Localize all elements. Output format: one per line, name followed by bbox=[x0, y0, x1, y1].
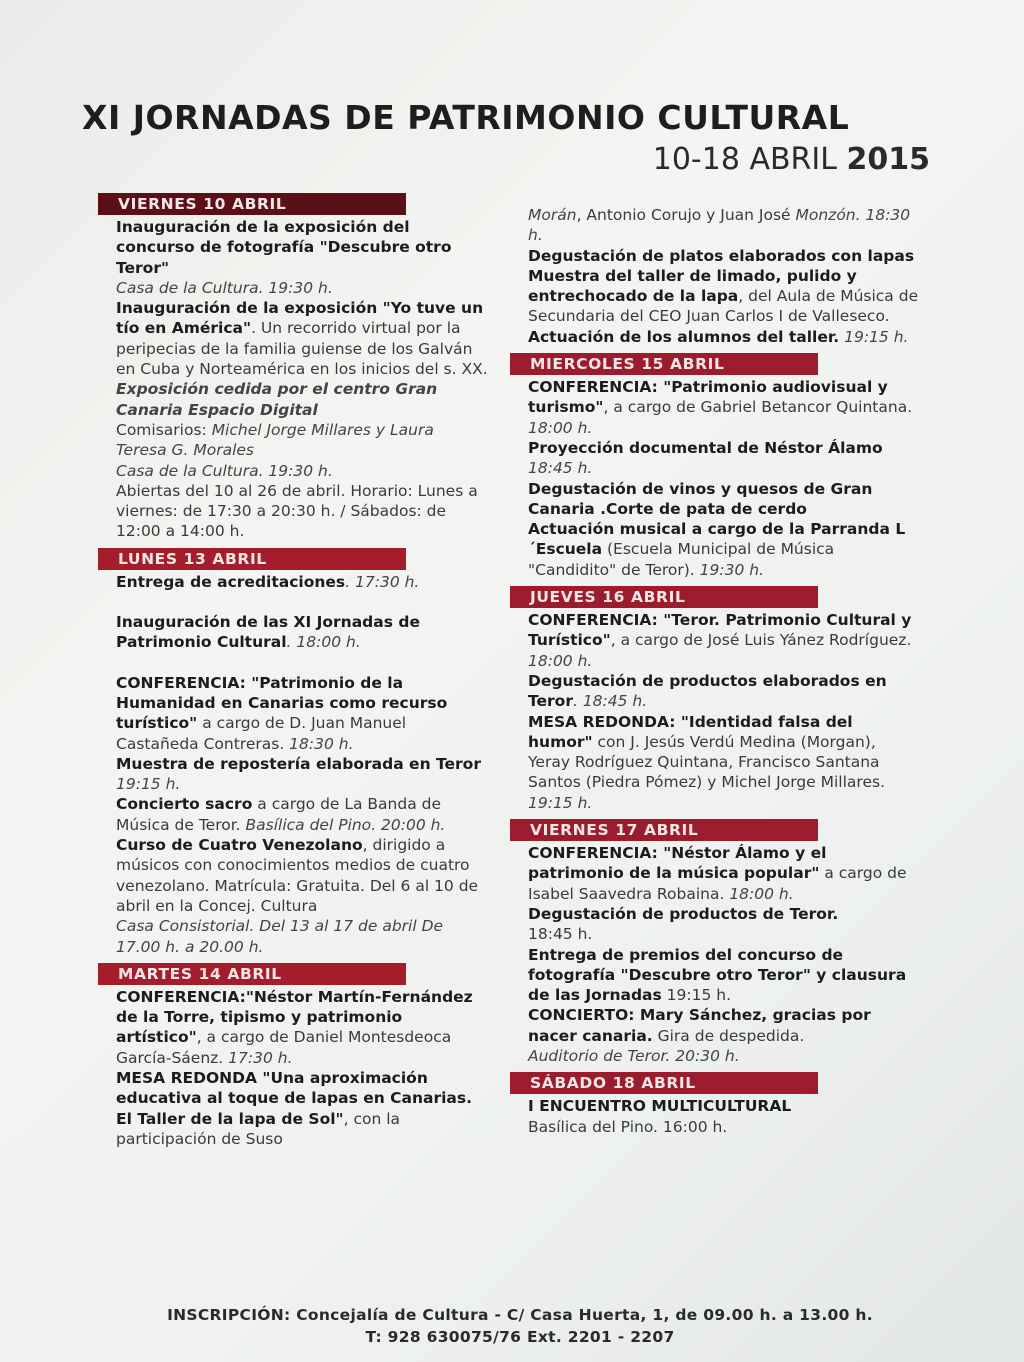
event-item bbox=[528, 377, 920, 438]
event-time: 19:15 h. bbox=[116, 775, 181, 794]
event-desc: (Escuela Municipal de Música "Candidito" de Teror). bbox=[528, 540, 835, 579]
event-item bbox=[528, 843, 920, 904]
event-title: Degustación de platos elaborados con lapas bbox=[528, 246, 915, 265]
event-time: . 17:30 h. bbox=[345, 572, 420, 591]
event-item bbox=[528, 945, 920, 1006]
event-item bbox=[116, 987, 488, 1068]
event-item bbox=[528, 1005, 920, 1066]
event-place: Casa de la Cultura. 19:30 h. bbox=[116, 278, 333, 297]
event-item bbox=[528, 519, 920, 580]
day-header-viernes-17: VIERNES 17 ABRIL bbox=[510, 819, 818, 841]
event-dates bbox=[600, 142, 930, 177]
event-title: Entrega de acreditaciones bbox=[116, 572, 346, 591]
participant: Morán bbox=[528, 206, 577, 224]
curators-label: Comisarios: bbox=[116, 420, 207, 439]
event-title: Muestra del taller de limado, pulido y entrechocado de la lapa bbox=[528, 266, 857, 306]
event-desc: a cargo de D. Juan Manuel Castañeda Contreras. bbox=[116, 714, 407, 753]
right-column bbox=[528, 205, 920, 1137]
event-desc: Gira de despedida. bbox=[652, 1026, 805, 1045]
event-place: Auditorio de Teror. 20:30 h. bbox=[528, 1046, 740, 1065]
event-item bbox=[528, 1096, 920, 1137]
event-title: CONFERENCIA: "Patrimonio audiovisual y turismo" bbox=[528, 378, 888, 417]
event-place: Casa Consistorial. Del 13 al 17 de abril De 17.00 h. a 20.00 h. bbox=[116, 917, 444, 956]
event-place: Casa de la Cultura. 19:30 h. bbox=[116, 461, 333, 480]
event-title: CONFERENCIA:"Néstor Martín-Fernández de la Torre, tipismo y patrimonio artístico" bbox=[116, 987, 473, 1047]
day-header-lunes-13: LUNES 13 ABRIL bbox=[98, 548, 406, 570]
event-time: 18:00 h. bbox=[528, 651, 593, 670]
event-item bbox=[528, 671, 920, 712]
event-credit: Exposición cedida por el centro Gran Canaria Espacio Digital bbox=[116, 380, 438, 419]
day-header-miercoles-15: MIERCOLES 15 ABRIL bbox=[510, 353, 818, 375]
day-header-martes-14: MARTES 14 ABRIL bbox=[98, 963, 406, 985]
event-time: 18:00 h. bbox=[528, 418, 593, 437]
page-title: XI JORNADAS DE PATRIMONIO CULTURAL bbox=[82, 98, 850, 137]
event-desc: con J. Jesús Verdú Medina (Morgan), Yeray Rodríguez Quintana, Francisco Santana Santos (Piedra Pómez) y Michel Jorge Millares. bbox=[528, 732, 885, 792]
event-item bbox=[528, 438, 920, 479]
event-item bbox=[116, 217, 488, 298]
curators: Michel Jorge Millares y Laura Teresa G. Morales bbox=[116, 420, 434, 460]
event-place: Basílica del Pino. 20:00 h. bbox=[240, 815, 446, 834]
event-item bbox=[116, 673, 488, 754]
event-title: Inauguración de la exposición "Yo tuve un tío en América" bbox=[116, 299, 484, 338]
day-header-viernes-10: VIERNES 10 ABRIL bbox=[98, 193, 406, 215]
event-title: Curso de Cuatro Venezolano bbox=[116, 836, 363, 855]
event-item bbox=[528, 904, 920, 945]
event-title: CONFERENCIA: "Patrimonio de la Humanidad en Canarias como recurso turístico" bbox=[116, 673, 448, 733]
event-desc: , del Aula de Música de Secundaria del CEO Juan Carlos I de Valleseco. bbox=[528, 287, 919, 326]
event-title: Actuación de los alumnos del taller. bbox=[528, 327, 840, 346]
event-time: 19:15 h. bbox=[839, 327, 909, 346]
event-desc: a cargo de La Banda de Música de Teror. bbox=[116, 795, 442, 834]
event-item bbox=[116, 1068, 488, 1149]
event-title: Inauguración de las XI Jornadas de Patrimonio Cultural bbox=[116, 613, 420, 652]
event-desc: , dirigido a músicos con conocimientos medios de cuatro venezolano. Matrícula: Gratuita. Del 6 al 10 de abril en la Concej. Cultura bbox=[116, 836, 479, 915]
event-title: Degustación de vinos y quesos de Gran Canaria .Corte de pata de cerdo bbox=[528, 479, 873, 518]
event-item bbox=[116, 612, 488, 653]
event-place: Basílica del Pino. 16:00 h. bbox=[528, 1117, 728, 1136]
event-title: MESA REDONDA "Una aproximación educativa al toque de lapas en Canarias. El Taller de la lapa de Sol" bbox=[116, 1068, 472, 1128]
event-desc: a cargo de Isabel Saavedra Robaina. bbox=[528, 864, 907, 903]
event-item bbox=[528, 479, 920, 520]
registration-info: INSCRIPCIÓN: Concejalía de Cultura - C/ Casa Huerta, 1, de 09.00 h. a 13.00 h. bbox=[167, 1306, 873, 1324]
event-item bbox=[116, 572, 488, 592]
day-header-jueves-16: JUEVES 16 ABRIL bbox=[510, 586, 818, 608]
event-time: 18:45 h. bbox=[528, 459, 593, 478]
event-title: Proyección documental de Néstor Álamo bbox=[528, 438, 883, 457]
event-title: Actuación musical a cargo de la Parranda L´Escuela bbox=[528, 520, 906, 559]
event-item bbox=[116, 298, 488, 542]
event-time: Monzón. 18:30 h. bbox=[528, 206, 911, 245]
event-item bbox=[116, 794, 488, 835]
event-item bbox=[528, 246, 920, 266]
event-title: Degustación de productos elaborados en Teror bbox=[528, 671, 887, 711]
event-time: 17:30 h. bbox=[223, 1048, 293, 1067]
event-title: MESA REDONDA: "Identidad falsa del humor" bbox=[528, 712, 853, 751]
event-year: 2015 bbox=[846, 142, 930, 177]
event-time: 18:45 h. bbox=[528, 925, 593, 944]
event-desc: , a cargo de José Luis Yánez Rodríguez. bbox=[610, 631, 912, 650]
event-time: 19:15 h. bbox=[528, 793, 593, 812]
event-time: . 18:00 h. bbox=[286, 633, 361, 652]
event-title: CONFERENCIA: "Néstor Álamo y el patrimonio de la música popular" bbox=[528, 844, 827, 883]
phone-info: T: 928 630075/76 Ext. 2201 - 2207 bbox=[365, 1328, 675, 1346]
event-desc: , con la participación de Suso bbox=[116, 1109, 401, 1148]
event-desc: , a cargo de Daniel Montesdeoca García-Sáenz. bbox=[116, 1028, 452, 1067]
event-title: I ENCUENTRO MULTICULTURAL bbox=[528, 1097, 792, 1116]
event-time: 19:15 h. bbox=[661, 986, 732, 1005]
event-item bbox=[116, 754, 488, 795]
date-range: 10-18 ABRIL bbox=[652, 142, 837, 177]
event-item-continued bbox=[528, 205, 920, 246]
event-time: 18:30 h. bbox=[284, 734, 354, 753]
event-item bbox=[528, 266, 920, 347]
event-desc: , a cargo de Gabriel Betancor Quintana. bbox=[603, 398, 913, 417]
event-title: Degustación de productos de Teror. bbox=[528, 904, 839, 923]
event-time: . 18:45 h. bbox=[572, 692, 648, 711]
event-desc: . Un recorrido virtual por la peripecias de la familia guiense de los Galván en Cuba y Norteamérica en los inicios del s. XX. bbox=[116, 319, 488, 379]
event-time: 19:30 h. bbox=[694, 560, 764, 579]
event-hours: Abiertas del 10 al 26 de abril. Horario: Lunes a viernes: de 17:30 a 20:30 h. / Sábados: de 12:00 a 14:00 h. bbox=[116, 481, 478, 541]
event-item bbox=[528, 610, 920, 671]
event-title: Inauguración de la exposición del concurso de fotografía "Descubre otro Teror" bbox=[116, 218, 452, 277]
day-header-sabado-18: SÁBADO 18 ABRIL bbox=[510, 1072, 818, 1094]
event-desc: , Antonio Corujo y Juan José bbox=[576, 206, 791, 224]
event-title: Concierto sacro bbox=[116, 795, 253, 814]
registration-footer bbox=[110, 1304, 930, 1348]
event-title: CONCIERTO: Mary Sánchez, gracias por nacer canaria. bbox=[528, 1006, 871, 1045]
event-title: Muestra de repostería elaborada en Teror bbox=[116, 754, 481, 773]
event-item bbox=[528, 712, 920, 813]
event-title: CONFERENCIA: "Teror. Patrimonio Cultural y Turístico" bbox=[528, 611, 912, 650]
event-title: Entrega de premios del concurso de fotografía "Descubre otro Teror" y clausura de las Jornadas bbox=[528, 945, 907, 1005]
event-time: 18:00 h. bbox=[724, 884, 794, 903]
event-item bbox=[116, 835, 488, 957]
left-column bbox=[116, 193, 488, 1149]
